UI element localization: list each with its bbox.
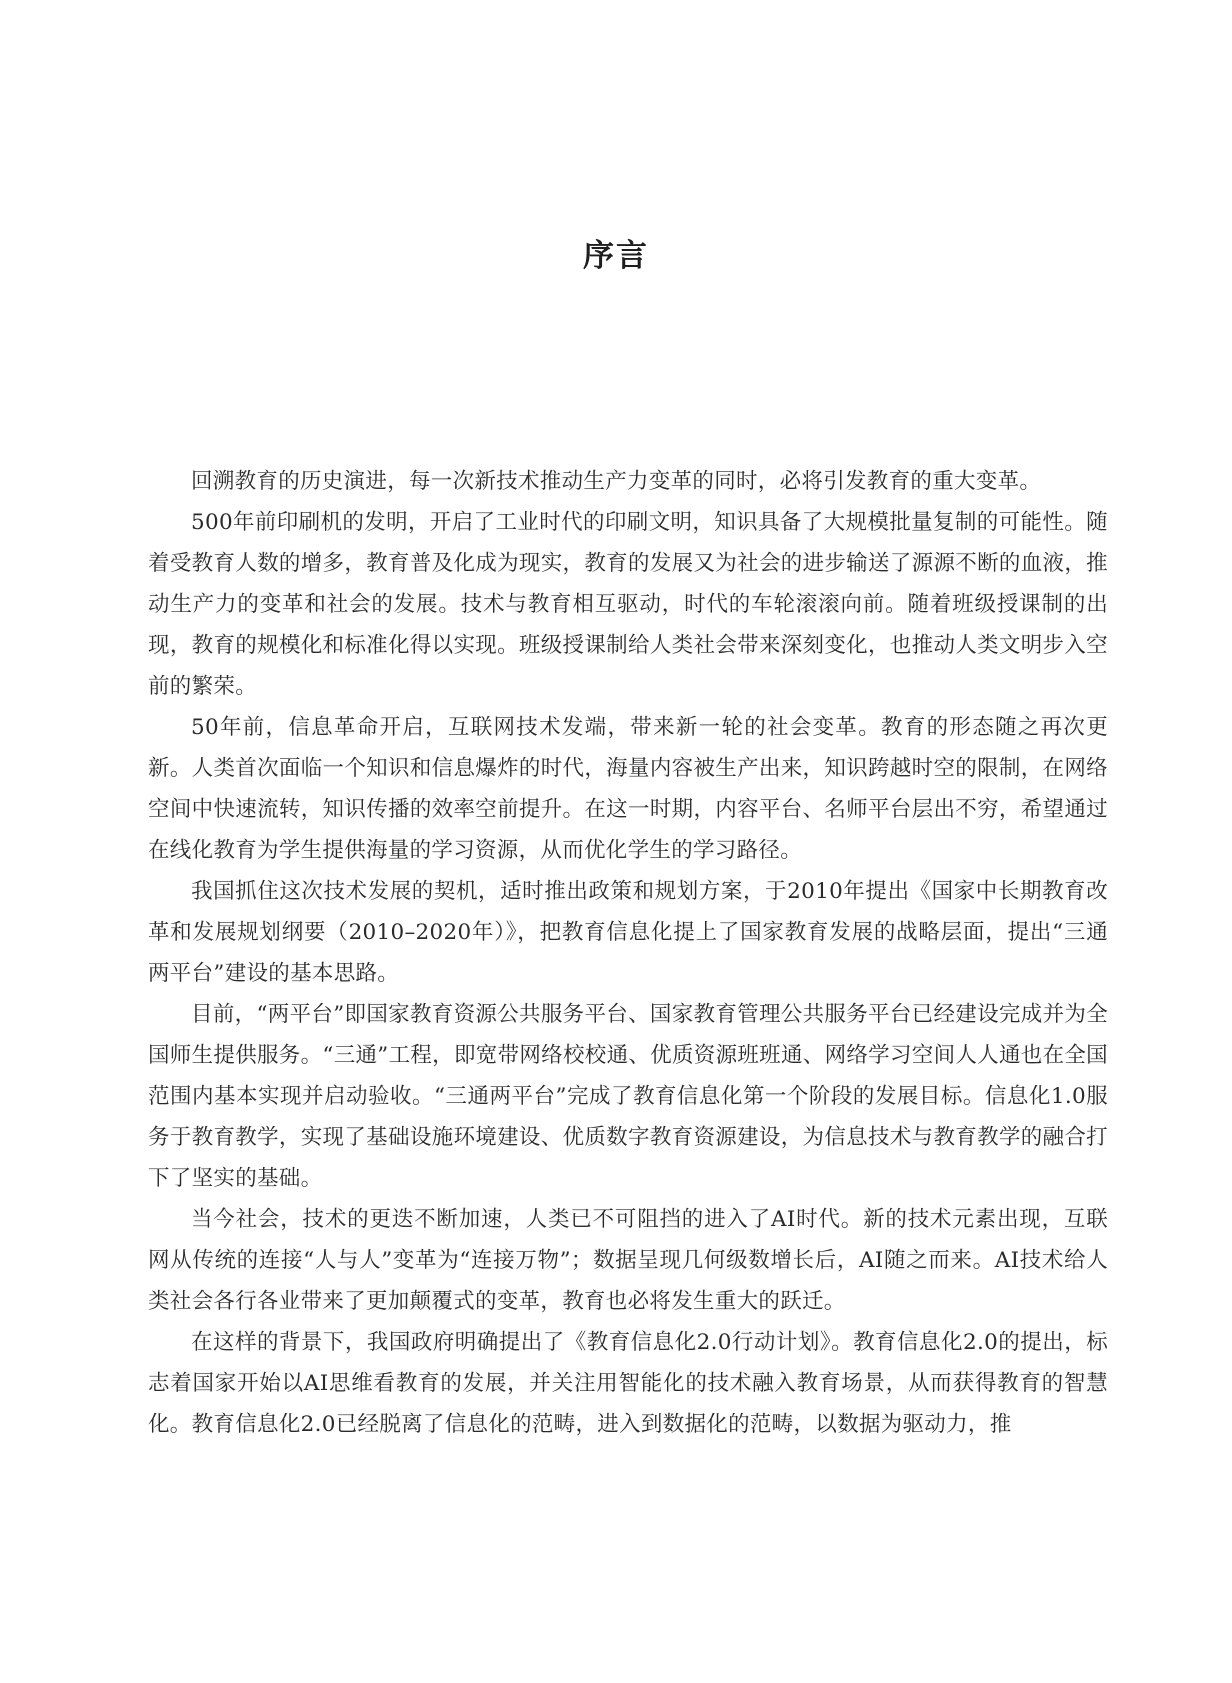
paragraph-5: 目前，“两平台”即国家教育资源公共服务平台、国家教育管理公共服务平台已经建设完成并为全国师生提供服务。“三通”工程，即宽带网络校校通、优质资源班班通、网络学习空间人人通也在全国范围内基本实现并启动验收。“三通两平台”完成了教育信息化第一个阶段的发展目标。信息化1.0服务于教育教学，实现了基础设施环境建设、优质数字教育资源建设，为信息技术与教育教学的融合打下了坚实的基础。	[148, 1002, 1108, 1191]
body-text	[148, 461, 1108, 1445]
paragraph-2: 500年前印刷机的发明，开启了工业时代的印刷文明，知识具备了大规模批量复制的可能性。随着受教育人数的增多，教育普及化成为现实，教育的发展又为社会的进步输送了源源不断的血液，推动生产力的变革和社会的发展。技术与教育相互驱动，时代的车轮滚滚向前。随着班级授课制的出现，教育的规模化和标准化得以实现。班级授课制给人类社会带来深刻变化，也推动人类文明步入空前的繁荣。	[148, 510, 1108, 699]
paragraph-7: 在这样的背景下，我国政府明确提出了《教育信息化2.0行动计划》。教育信息化2.0的提出，标志着国家开始以AI思维看教育的发展，并关注用智能化的技术融入教育场景，从而获得教育的智慧化。教育信息化2.0已经脱离了信息化的范畴，进入到数据化的范畴，以数据为驱动力，推	[148, 1330, 1108, 1437]
paragraph-3: 50年前，信息革命开启，互联网技术发端，带来新一轮的社会变革。教育的形态随之再次更新。人类首次面临一个知识和信息爆炸的时代，海量内容被生产出来，知识跨越时空的限制，在网络空间中快速流转，知识传播的效率空前提升。在这一时期，内容平台、名师平台层出不穷，希望通过在线化教育为学生提供海量的学习资源，从而优化学生的学习路径。	[148, 715, 1108, 863]
paragraph-1: 回溯教育的历史演进，每一次新技术推动生产力变革的同时，必将引发教育的重大变革。	[191, 469, 1042, 494]
page-title: 序言	[583, 238, 649, 274]
paragraph-6: 当今社会，技术的更迭不断加速，人类已不可阻挡的进入了AI时代。新的技术元素出现，互联网从传统的连接“人与人”变革为“连接万物”；数据呈现几何级数增长后，AI随之而来。AI技术给人类社会各行各业带来了更加颠覆式的变革，教育也必将发生重大的跃迁。	[148, 1207, 1108, 1314]
paragraph-4: 我国抓住这次技术发展的契机，适时推出政策和规划方案，于2010年提出《国家中长期教育改革和发展规划纲要（2010–2020年）》，把教育信息化提上了国家教育发展的战略层面，提出“三通两平台”建设的基本思路。	[148, 879, 1108, 986]
